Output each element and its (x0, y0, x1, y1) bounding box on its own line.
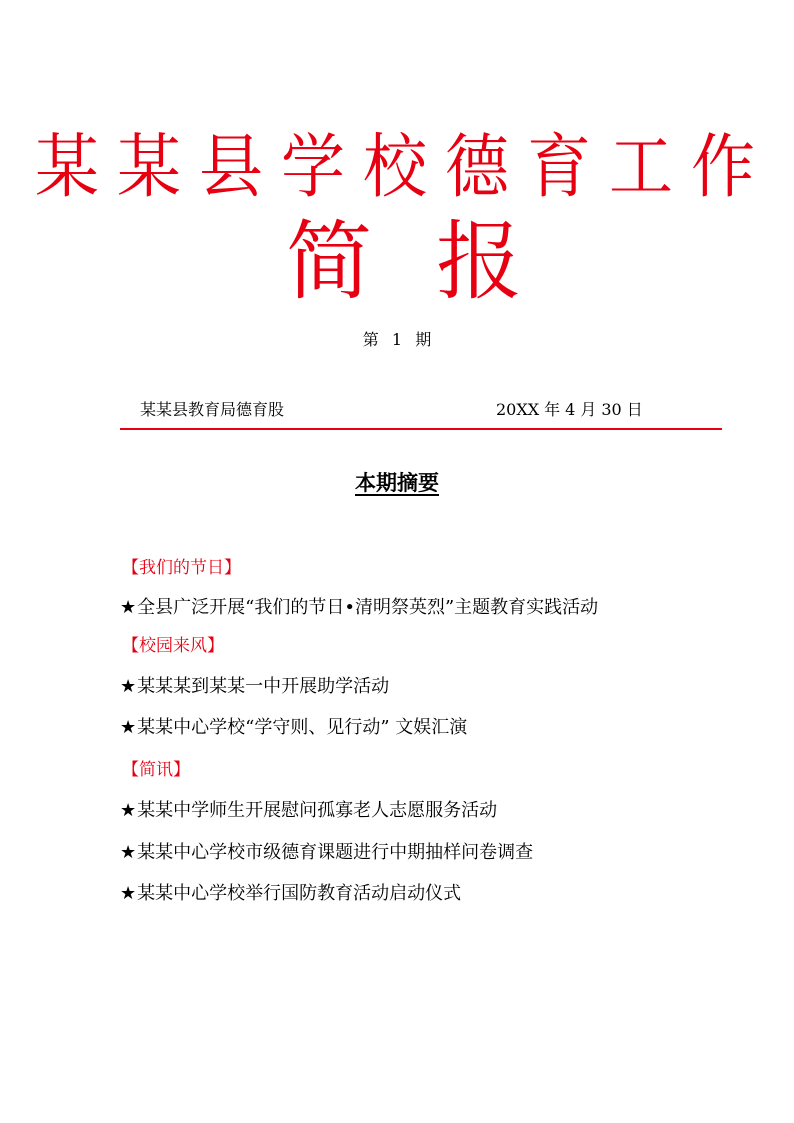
issue-number (0, 328, 794, 352)
star-icon: ★ (120, 883, 137, 904)
summary-heading (0, 468, 794, 498)
list-item[interactable] (120, 797, 497, 825)
publisher: 某某县教育局德育股 (140, 400, 285, 419)
date-month-unit: 月 (580, 400, 597, 419)
issue-number-value: 1 (391, 330, 403, 349)
date-month: 4 (565, 400, 576, 419)
list-item[interactable] (120, 880, 461, 908)
section-label-campus: 【校园来风】 (122, 636, 224, 656)
list-item-text: 某某中学师生开展慰问孤寡老人志愿服务活动 (137, 800, 498, 821)
masthead-subtitle (0, 212, 794, 312)
star-icon: ★ (120, 717, 137, 738)
list-item-text: 某某中心学校“学守则、见行动” 文娱汇演 (137, 717, 468, 738)
list-item-text: 全县广泛开展“我们的节日•清明祭英烈”主题教育实践活动 (137, 597, 599, 618)
date-year-unit: 年 (544, 400, 561, 419)
summary-heading-text: 本期摘要 (355, 470, 439, 495)
publish-date (496, 398, 648, 422)
header-divider (120, 428, 722, 430)
star-icon: ★ (120, 842, 137, 863)
issue-suffix: 期 (415, 330, 432, 349)
masthead-subtitle-char-1: 简 (286, 212, 372, 312)
list-item-text: 某某某到某某一中开展助学活动 (137, 676, 390, 697)
list-item-text: 某某中心学校举行国防教育活动启动仪式 (137, 883, 462, 904)
star-icon: ★ (120, 800, 137, 821)
section-label-briefs: 【简讯】 (122, 760, 190, 780)
masthead-title: 某某县学校德育工作 (35, 128, 773, 208)
list-item[interactable] (120, 594, 598, 622)
list-item[interactable] (120, 839, 533, 867)
date-year: 20XX (496, 400, 540, 419)
date-day: 30 (601, 400, 622, 419)
masthead-subtitle-char-2: 报 (436, 212, 522, 312)
section-label-festival: 【我们的节日】 (122, 558, 241, 578)
list-item[interactable] (120, 673, 389, 701)
issue-prefix: 第 (362, 330, 379, 349)
list-item[interactable] (120, 714, 467, 742)
star-icon: ★ (120, 597, 137, 618)
list-item-text: 某某中心学校市级德育课题进行中期抽样问卷调查 (137, 842, 534, 863)
star-icon: ★ (120, 676, 137, 697)
date-day-unit: 日 (626, 400, 643, 419)
